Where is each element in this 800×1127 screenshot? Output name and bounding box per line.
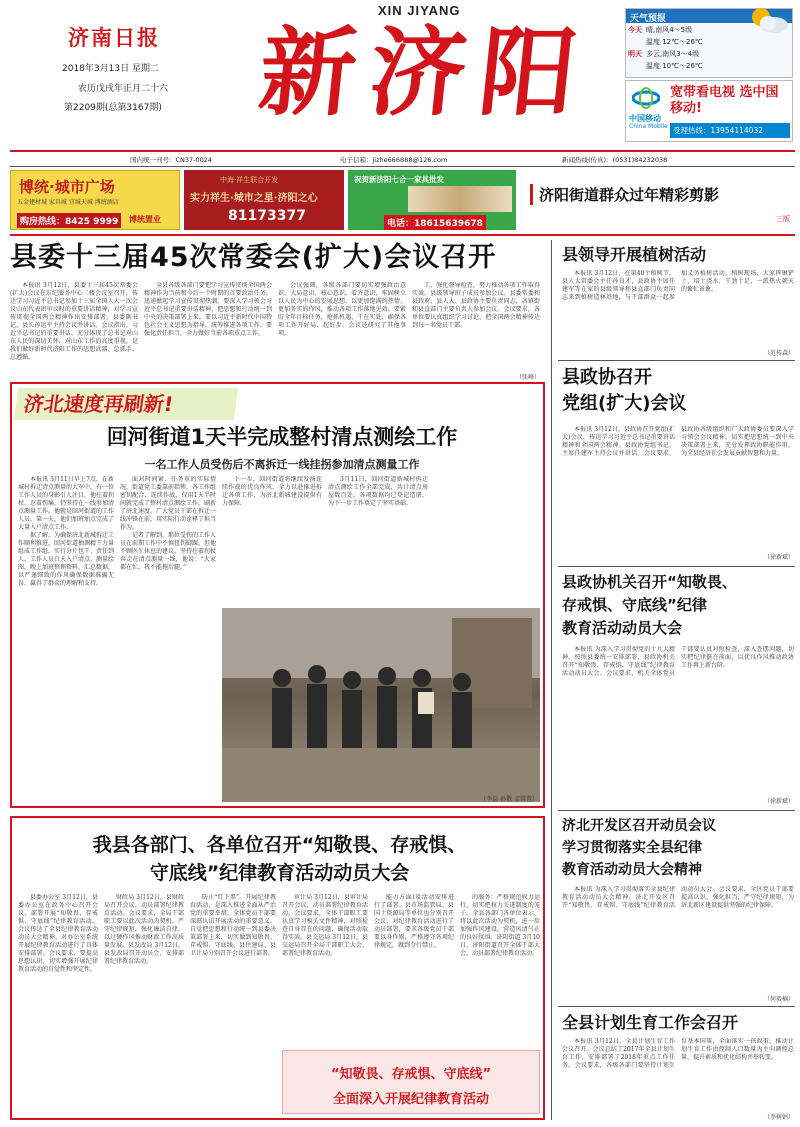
cppcc-byline: （徐新斌）	[763, 554, 794, 561]
info-bar	[10, 153, 795, 165]
devzone-byline: （何毅楠）	[763, 996, 794, 1003]
feature-paragraph: 下一步，回河街道将继续发扬连续作战的优良作风，全力以赴推进拆迁各项工作，为济北新城建设提供有力保障。	[222, 476, 322, 507]
devzone-headline-line2: 学习贯彻落实全县纪律	[562, 840, 702, 856]
lead-col-2	[144, 282, 272, 374]
email: 电子信箱：jizhe666888@126.com	[340, 156, 448, 164]
organs-headline-line1: 县政协机关召开“知敬畏、	[562, 573, 737, 591]
teaser-tag: 三版	[776, 215, 790, 223]
right-rule-3	[558, 810, 795, 811]
slogan-line1: “知敬畏、存戒惧、守底线”	[330, 1067, 492, 1082]
family-paragraph: 本报讯 3月12日，全县计划生育工作会议召开。会议总结了2017年全县计划生育工作，安排部署了2018年重点工作任务。会议要求，各级各部门要坚持计划生育基本国策，全面落实一孩政策，推动计划生育工作由控制人口数量为主向调控总量、提升素质和优化结构并举转变。	[562, 1038, 794, 1069]
slogan-line2: 全面深入开展纪律教育活动	[332, 1092, 489, 1107]
teaser-title: 济阳街道群众过年精彩剪影	[530, 184, 790, 205]
tree-headline: 县领导开展植树活动	[562, 245, 707, 264]
weather-desc: 晴,南风4～5级	[646, 26, 693, 34]
lead-col-1	[10, 282, 138, 374]
lead-byline: （张峰）	[515, 374, 540, 381]
right-column-divider	[551, 240, 552, 1120]
weather-desc: 温度 12℃～26℃	[646, 38, 703, 46]
sun-cloud-icon	[746, 5, 790, 35]
discipline-paragraph: 能力方面)及活动安排进行了部署。县市场监管局、县国土资源局等单位也分别召开会议，对纪律教育活动进行了动员部署，要求各级党员干部要以身作则，严格遵守各项纪律规定，做到令行禁止。	[374, 894, 454, 949]
china-mobile-brand-en: China Mobile	[629, 123, 668, 130]
paper-name: 济南日报	[68, 25, 160, 50]
discipline-paragraph: 审计局 3月12日，县审计局召开会议，动员部署纪律教育活动。会议要求，全体干部职工要认真学习相关文件精神，对照检查自身存在的问题，确保活动取得实效。县交运局 3月12日，县交运局召开全局干部职工大会，部署纪律教育活动。	[282, 894, 368, 957]
organs-headline-line3: 教育活动动员大会	[562, 619, 683, 637]
discipline-paragraph: 的服务：严格规范权力运行，切实把权力关进制度的笼子。全县各部门各单位表示，将以此次活动为契机，进一步加强作风建设，营造风清气正的良好氛围。济阳街道 3月10日，济阳街道召开全体干部大会，动员部署纪律教育活动。	[460, 894, 540, 957]
china-mobile-brand: 中国移动	[629, 114, 661, 123]
mall-sub: 五金建材城 家具城 宜城天城 博统酒店	[17, 199, 119, 206]
furniture-shop: 祝贺新济阳七合一家具批发	[354, 175, 444, 184]
feature-paragraph: 本报讯 3月11日早上7点，在新城村拆迁清点测量的大军中，有一位工作人员的身影引人注目，他拄着拐杖、忍着伤痛，仍坚持在一线参加清点测量工作。他就是回河街道的工作人员。第一天，他们加班加点完成了大量入户清点工作。	[18, 476, 114, 531]
feature-col-3	[222, 476, 322, 604]
discipline-col-6	[460, 894, 540, 1044]
feature-col-4	[328, 476, 428, 604]
discipline-slogan-banner	[282, 1050, 540, 1114]
estate-phone: 81173377	[228, 208, 306, 224]
lead-col-4	[412, 282, 540, 374]
feature-paragraph: 记者了解到，那位受伤的工作人员在前期工作中不慎扭伤脚踝，但他不顾医生休息的建议，坚持拄着拐杖奔走在清点测量一线，他说：“大家都在忙，我不能拖后腿。”	[120, 532, 216, 571]
banner-rule	[10, 234, 795, 236]
feature-col-2	[120, 476, 216, 804]
newspaper-title: 新济阳	[254, 16, 596, 129]
discipline-col-2	[104, 894, 184, 1116]
cppcc-headline-line1: 县政协召开	[562, 367, 652, 388]
mall-corp: 博统置业	[129, 215, 161, 224]
feature-paragraph: 面对时间紧、任务重的实际情况，街道党工委靠前指挥，各工作组密切配合，连续作战，仅用1天半时间就完成了整村清点测绘工作，刷新了济北速度。广大党员干部在拆迁一线冲锋在前，用实际行动诠释了担当作为。	[120, 476, 216, 531]
feature-box	[10, 382, 545, 808]
organs-text	[562, 646, 794, 790]
lead-paragraph: 工，强化督导检查，努力推动各项工作取得实效。县级领导班子成员参加会议。县委常委和县政府、县人大、县政协主要负责同志，各镇街和县直部门主要负责人参加会议。会议要求，各单位要认真组织学习讨论，把全国两会精神传达到每一名党员干部。	[412, 282, 540, 329]
discipline-headline-line2: 守底线”纪律教育活动动员大会	[149, 862, 410, 884]
discipline-headline-line1: 我县各部门、各单位召开“知敬畏、存戒惧、	[92, 834, 467, 856]
cppcc-headline-line2: 党组(扩大)会议	[562, 393, 687, 414]
masthead	[0, 0, 800, 152]
devzone-headline-line1: 济北开发区召开动员会议	[562, 818, 716, 834]
feature-paragraph: 3月11日，回河街道新城村拆迁清点测绘工作全部完成，共计清点房屋数百处，各项数据均已登记造册，为下一步工作奠定了坚实基础。	[328, 476, 428, 507]
weather-day: 明天	[628, 50, 642, 58]
china-mobile-slogan: 宽带看电视 选中国移动!	[670, 85, 779, 116]
discipline-paragraph: 县委办公室 3月12日，县委办公室在政务中心召开会议，部署开展“知敬畏、存戒惧、守底线”纪律教育活动。会议传达了全县纪律教育活动动员大会精神，对办公室系统开展纪律教育活动进行了具体安排部署。会议要求，要提高思想认识，切实增强开展纪律教育活动的自觉性和坚定性。	[18, 894, 98, 973]
discipline-col-3	[190, 894, 276, 1116]
cn-number: 国内统一刊号：CN37-0024	[130, 156, 213, 164]
lunar-date: 农历戊戌年正月二十六	[78, 84, 169, 94]
devzone-text	[562, 886, 794, 990]
lead-headline: 县委十三届45次常委会(扩大)会议召开	[10, 242, 497, 273]
organs-byline: （徐新斌）	[763, 798, 794, 805]
mall-phone: 购房热线：8425 9999	[17, 213, 121, 228]
feature-byline: （李磊 孙敬 孟蓉蓉）	[480, 796, 538, 803]
mall-name: 博统·城市广场	[19, 178, 115, 196]
mall-ad	[10, 170, 180, 230]
feature-col-1	[18, 476, 114, 804]
family-headline: 全县计划生育工作会召开	[562, 1013, 739, 1032]
discipline-box	[10, 816, 545, 1120]
masthead-rule	[10, 150, 795, 152]
organs-headline-line2: 存戒惧、守底线”纪律	[562, 596, 707, 614]
feature-photo	[222, 608, 540, 802]
estate-slogan: 实力祥生·城市之星·济阳之心	[190, 193, 318, 204]
organs-paragraph: 本报讯 为深入学习贯彻党的十九大精神，按照县委统一安排部署，县政协机关召开“知敬畏、存戒惧、守底线”纪律教育活动动员大会。会议要求，机关全体党员干部要认真对照检查，深入查摆问题，切实把纪律挺在前面，以优良作风推动政协工作再上新台阶。	[562, 646, 794, 677]
estate-ad	[184, 170, 344, 230]
feature-subhead: 一名工作人员受伤后不离拆迁一线挂拐参加清点测量工作	[144, 458, 420, 471]
weather-day	[626, 60, 644, 72]
lead-paragraph: 本报讯 3月12日，县委十三届45次常委会(扩大)会议在东纪服务中心二楼会议室召开，传达学习习近平总书记参加十三届全国人大一次会议山东代表团审议时的重要讲话精神，对学习宣传贯彻全国两会精神作出安排部署。县委副书记、县长孙运平主持会议并讲话。会议指出，习近平总书记的重要讲话，充分体现了总书记对山东人民的深切关怀，对山东工作的高度重视，是我们做好新时代济阳工作的思想武器、总抓手、总遵循。	[10, 282, 138, 361]
china-mobile-ad	[625, 80, 793, 142]
tree-byline: （范传森）	[763, 350, 794, 357]
right-rule-2	[558, 566, 795, 567]
right-rule-1	[558, 360, 795, 361]
discipline-col-1	[18, 894, 98, 1116]
issue-date: 2018年3月13日 星期二	[62, 64, 159, 74]
furniture-ad	[348, 170, 516, 230]
cppcc-text	[562, 426, 794, 546]
feature-kicker: 济北速度再刷新!	[14, 388, 238, 420]
weather-desc: 温度 10℃～26℃	[646, 62, 703, 70]
weather-day: 今天	[628, 26, 642, 34]
right-rule-4	[558, 1006, 795, 1007]
family-byline: （李树娟）	[763, 1114, 794, 1121]
lead-paragraph: 会议强调，各级各部门要切实增强政治意识、大局意识、核心意识、看齐意识，牢固树立以人民为中心的发展思想，以更加饱满的热情、更加务实的作风，推动各项工作落地见效。要紧盯全年目标任务，抢抓机遇，干在实处，确保各项工作开好局、起好步。会议还研究了其他事项。	[278, 282, 406, 337]
family-text	[562, 1038, 794, 1110]
discipline-col-5	[374, 894, 454, 1044]
feature-headline: 回河街道1天半完成整村清点测绘工作	[106, 425, 458, 449]
weather-heading: 天气预报	[626, 9, 792, 23]
weather-box	[625, 8, 793, 78]
china-mobile-hotline: 受理热线：13954114032	[670, 123, 790, 138]
discipline-paragraph: 防止“灯下黑”。开展纪律教育活动，是深入推进全面从严治党的重要举措。全体党员干部要深刻认识开展活动的重要意义，自觉把思想和行动统一到县委决策部署上来，切实做到知敬畏、存戒惧、守底线。县住建局、县卫计局分别召开会议进行部署。	[190, 894, 276, 957]
devzone-headline-line3: 教育活动动员大会精神	[562, 862, 702, 878]
feature-paragraph: 据了解，为确保济北新城拆迁工作顺利推进，回河街道抽调精干力量组成工作组，实行分片包干、责任到人。工作人员白天入户清点、测量绘图，晚上加班整理资料、汇总数据，以严谨细致的作风确保数据准确无误，赢得了群众的理解和支持。	[18, 532, 114, 587]
tree-paragraph: 本报讯 3月12日，在第40个植树节，县人大常委会主任孙良才、县政协主席任建军等在家的县级领导和县直部门负责同志来到植树造林基地，与干部群众一起参加义务植树活动。植树现场，大家挥锹铲土、培土浇水，干劲十足，一派热火朝天的繁忙景象。	[562, 270, 794, 301]
lead-paragraph: 全县各级各部门要把学习宣传贯彻全国两会精神作为当前和今后一个时期的首要政治任务，迅速掀起学习宣传贯彻热潮。要深入学习领会习近平总书记重要讲话精神，把思想和行动统一到中央的决策部署上来。要以习近平新时代中国特色社会主义思想为指导，统筹推进各项工作。要强化责任担当，全力做好当前各项重点工作。	[144, 282, 272, 337]
discipline-paragraph: 财政局 3月12日，县财政局召开会议，动员部署纪律教育活动。会议要求，全局干部职工要以此次活动为契机，严守纪律规矩，强化廉洁自律，以过硬作风推动财政工作高质量发展。县发改局 3月12日，县发改局召开动员会，安排部署纪律教育活动。	[104, 894, 184, 965]
cppcc-paragraph: 本报讯 3月12日，县政协召开党组(扩大)会议，传达学习习近平总书记重要讲话精神和全国两会精神。县政协党组书记、主席任建军主持会议并讲话。会议要求，县政协各级组织和广大政协委员要深入学习领会会议精神，切实把思想统一到中央决策部署上来，充分发挥政协职能作用，为全县经济社会发展贡献智慧和力量。	[562, 426, 794, 457]
furniture-photo	[408, 186, 512, 212]
workers-photo-icon	[222, 608, 540, 802]
news-hotline: 新闻热线(传真)：(0531)84232038	[562, 156, 668, 164]
weather-day	[626, 36, 644, 48]
info-bar-rule	[10, 166, 795, 167]
tree-text	[562, 270, 794, 344]
estate-corp: 中海·祥生联合开发	[220, 176, 279, 184]
teaser-box	[530, 178, 790, 224]
china-mobile-logo-icon	[632, 87, 660, 109]
furniture-phone: 电话：18615639678	[384, 215, 486, 230]
weather-desc: 多云,南风3～4级	[646, 50, 700, 58]
devzone-paragraph: 本报讯 为深入学习贯彻落实全县纪律教育活动动员大会精神，济北开发区召开“知敬畏、存戒惧、守底线”纪律教育活动动员大会。会议要求，全区党员干部要提高认识，强化担当，严守纪律规矩，为济北新区建设提供坚强的纪律保障。	[562, 886, 794, 909]
title-pinyin: XIN JIYANG	[378, 3, 461, 18]
discipline-col-4	[282, 894, 368, 1044]
lead-col-3	[278, 282, 406, 374]
issue-number: 第2209期(总第3167期)	[64, 103, 162, 113]
